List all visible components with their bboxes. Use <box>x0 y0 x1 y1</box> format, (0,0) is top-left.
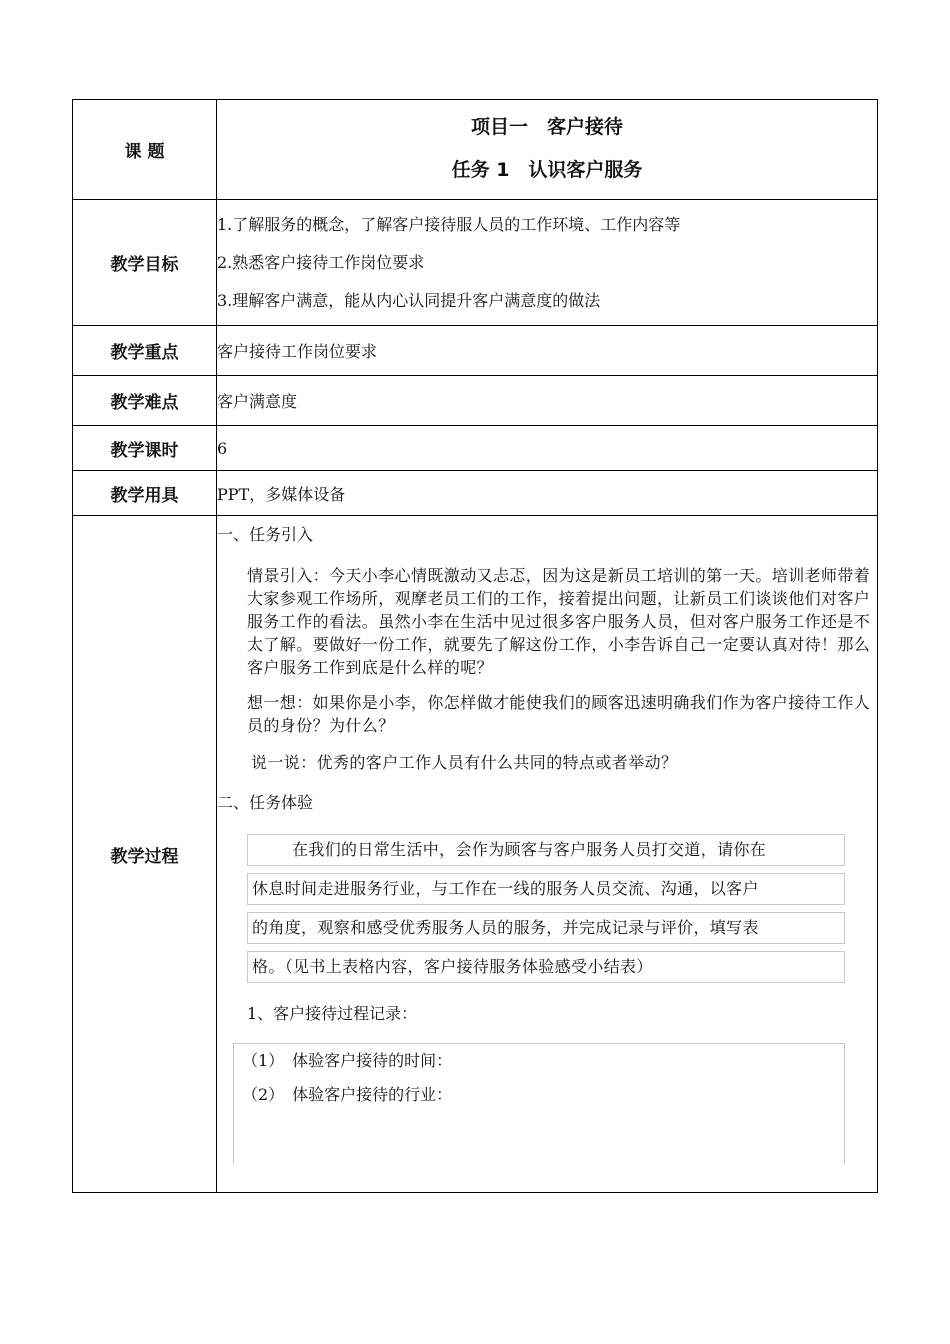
label-process: 教学过程 <box>73 516 217 1193</box>
label-goals: 教学目标 <box>73 200 217 326</box>
experience-line: 在我们的日常生活中，会作为顾客与客户服务人员打交道，请你在 <box>247 834 845 866</box>
section-heading-intro: 一、任务引入 <box>217 525 314 544</box>
process-content <box>217 516 877 1178</box>
record-box <box>233 1043 845 1164</box>
record-item: （2） 体验客户接待的行业： <box>242 1085 453 1104</box>
goal-item: 3.理解客户满意，能从内心认同提升客户满意度的做法 <box>217 290 601 310</box>
experience-textbox <box>247 834 845 983</box>
topic-title-cell <box>217 100 878 200</box>
label-tools: 教学用具 <box>73 471 217 516</box>
label-key-points: 教学重点 <box>73 326 217 376</box>
row-goals <box>73 200 878 326</box>
experience-line: 休息时间走进服务行业，与工作在一线的服务人员交流、沟通，以客户 <box>247 873 845 905</box>
experience-line: 格。（见书上表格内容，客户接待服务体验感受小结表） <box>247 951 845 983</box>
label-topic: 课 题 <box>73 100 217 200</box>
lesson-plan-table <box>72 99 878 1193</box>
label-difficulties: 教学难点 <box>73 376 217 426</box>
difficulties-value: 客户满意度 <box>217 376 878 426</box>
experience-line: 的角度，观察和感受优秀服务人员的服务，并完成记录与评价，填写表 <box>247 912 845 944</box>
process-cell <box>217 516 878 1193</box>
row-tools <box>73 471 878 516</box>
scenario-paragraph: 情景引入：今天小李心情既激动又忐忑，因为这是新员工培训的第一天。培训老师带着大家参观工作场所，观摩老员工们的工作，接着提出问题，让新员工们谈谈他们对客户服务工作的看法。虽然小李在生活中见过很多客户服务人员，但对客户服务工作还是不太了解。要做好一份工作，就要先了解这份工作，小李告诉自己一定要认真对待！那么客户服务工作到底是什么样的呢？ <box>247 566 871 677</box>
goal-item: 1.了解服务的概念，了解客户接待服人员的工作环境、工作内容等 <box>217 214 681 234</box>
row-difficulties <box>73 376 878 426</box>
row-topic <box>73 100 878 200</box>
think-paragraph: 想一想：如果你是小李，你怎样做才能使我们的顾客迅速明确我们作为客户接待工作人员的身份？为什么？ <box>247 693 871 735</box>
row-process <box>73 516 878 1193</box>
goals-cell <box>217 200 878 326</box>
hours-value: 6 <box>217 426 878 471</box>
task-title: 任务 1 认识客户服务 <box>451 158 643 181</box>
row-hours <box>73 426 878 471</box>
row-key-points <box>73 326 878 376</box>
discuss-paragraph: 说一说：优秀的客户工作人员有什么共同的特点或者举动？ <box>251 753 678 772</box>
record-item: （1） 体验客户接待的时间： <box>242 1051 453 1070</box>
record-title: 1、客户接待过程记录： <box>247 1004 418 1023</box>
key-points-value: 客户接待工作岗位要求 <box>217 326 878 376</box>
goal-item: 2.熟悉客户接待工作岗位要求 <box>217 252 425 272</box>
tools-value: PPT，多媒体设备 <box>217 471 878 516</box>
label-hours: 教学课时 <box>73 426 217 471</box>
section-heading-experience: 二、任务体验 <box>217 793 314 812</box>
project-title: 项目一 客户接待 <box>470 115 623 138</box>
